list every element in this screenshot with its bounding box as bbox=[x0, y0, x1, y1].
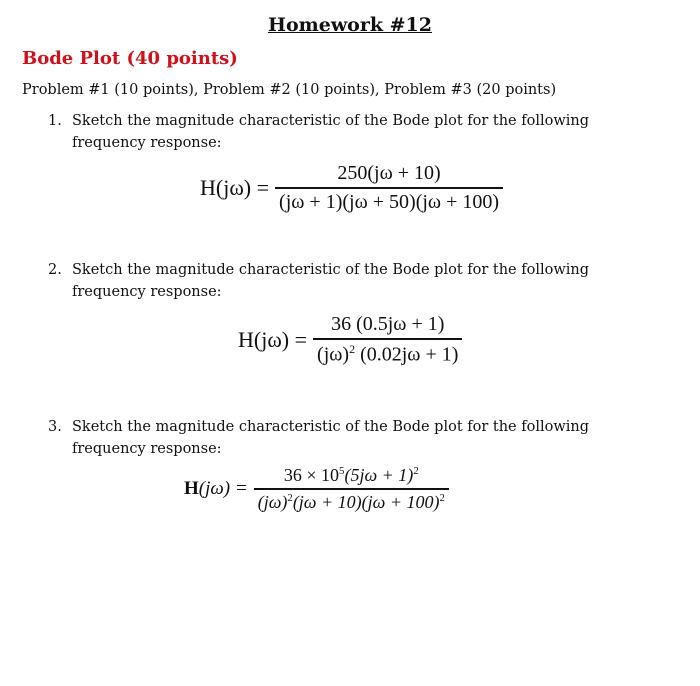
problem-text: Sketch the magnitude characteristic of the Bode plot for the following frequency response: bbox=[72, 113, 590, 151]
problem-number: 1. bbox=[48, 113, 62, 129]
exponent: 2 bbox=[287, 491, 293, 504]
fraction bbox=[275, 162, 503, 214]
section-heading: Bode Plot (40 points) bbox=[22, 48, 238, 69]
denominator-part: (jω) bbox=[257, 491, 288, 512]
exponent: 5 bbox=[339, 465, 345, 477]
problem-number: 3. bbox=[48, 419, 62, 435]
numerator-part: (5jω + 1) bbox=[344, 465, 414, 485]
denominator-part: (0.02jω + 1) bbox=[355, 343, 459, 366]
equation-1 bbox=[200, 162, 503, 214]
equation-3 bbox=[184, 465, 449, 513]
numerator: 36 (0.5jω + 1) bbox=[331, 313, 445, 335]
problem-3 bbox=[48, 416, 648, 460]
denominator-part: (jω + 10)(jω + 100) bbox=[292, 491, 440, 512]
equation-2 bbox=[238, 313, 462, 366]
points-breakdown: Problem #1 (10 points), Problem #2 (10 points), Problem #3 (20 points) bbox=[22, 82, 557, 98]
equation-lhs-argument: (jω) = bbox=[198, 477, 248, 499]
denominator bbox=[313, 340, 462, 367]
denominator-part: (jω) bbox=[317, 343, 350, 366]
problem-1 bbox=[48, 110, 648, 154]
exponent: 2 bbox=[413, 465, 419, 477]
denominator: (jω + 1)(jω + 50)(jω + 100) bbox=[279, 190, 500, 213]
problem-number: 2. bbox=[48, 262, 62, 278]
problem-text: Sketch the magnitude characteristic of the Bode plot for the following frequency response: bbox=[72, 419, 590, 457]
problem-2 bbox=[48, 259, 648, 303]
problem-text: Sketch the magnitude characteristic of the Bode plot for the following frequency response: bbox=[72, 262, 590, 300]
exponent: 2 bbox=[349, 341, 356, 356]
fraction bbox=[254, 465, 449, 513]
equation-lhs bbox=[184, 478, 248, 500]
numerator bbox=[278, 465, 425, 488]
equation-lhs: H(jω) = bbox=[200, 174, 270, 200]
fraction bbox=[313, 313, 462, 366]
equation-lhs-symbol: H bbox=[184, 477, 199, 499]
numerator: 250(jω + 10) bbox=[337, 162, 441, 184]
denominator bbox=[254, 490, 449, 513]
numerator-part: 36 × 10 bbox=[283, 465, 340, 485]
page-title: Homework #12 bbox=[268, 14, 432, 36]
equation-lhs: H(jω) = bbox=[238, 326, 308, 352]
exponent: 2 bbox=[439, 491, 445, 504]
